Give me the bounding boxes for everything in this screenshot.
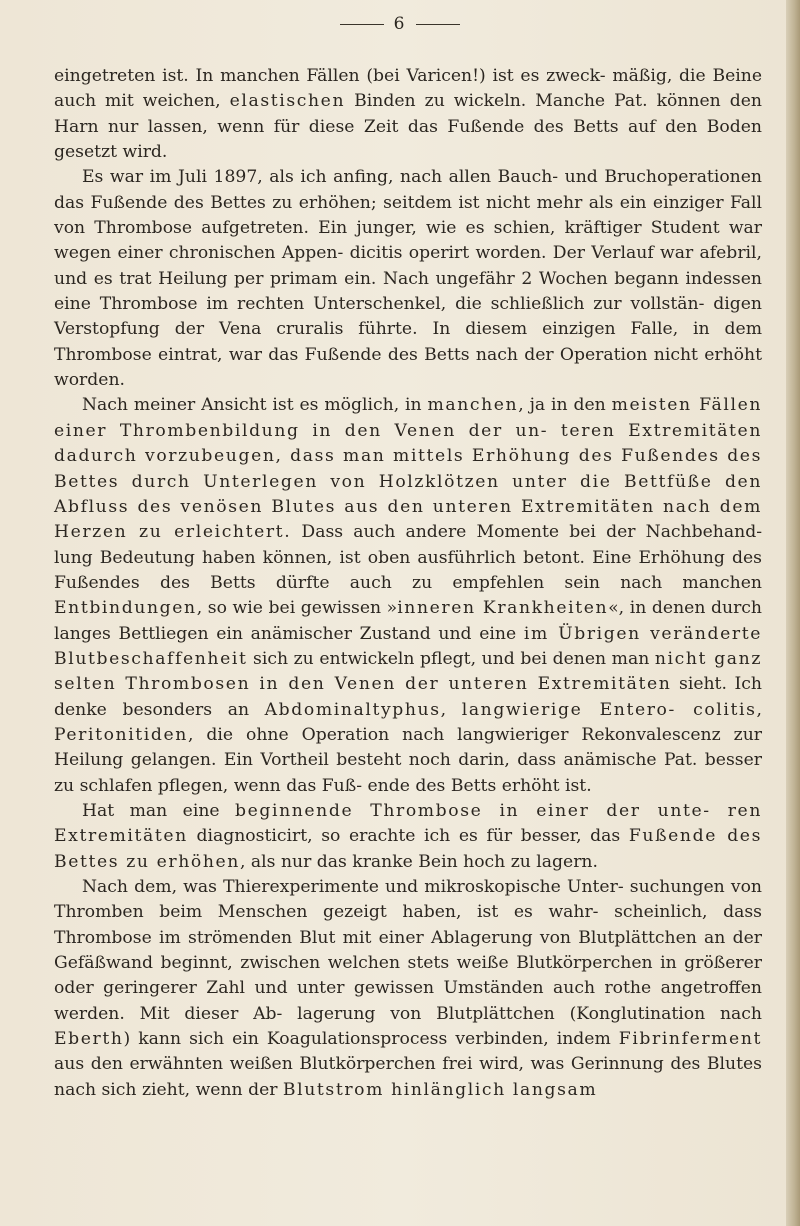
text-run: diagnosticirt, so erachte ich es für besser, das — [187, 826, 629, 847]
spaced-text: Eberth — [54, 1029, 124, 1050]
paragraph — [54, 393, 762, 799]
text-run: , — [756, 699, 762, 720]
text-run: Binden zu wickeln. Manche Pat. können den Harn nur lassen, wenn für diese Zeit das Fußende des Betts auf den Boden gesetzt wird. — [54, 91, 762, 163]
paragraph — [54, 799, 762, 875]
text-run: , ja in den — [518, 395, 612, 416]
text-run: «, in denen durch langes Bettliegen ein anämischer Zustand und eine — [54, 598, 762, 644]
text-run: , — [440, 699, 462, 720]
paragraph — [54, 64, 762, 165]
spaced-text: langwierige Entero- colitis — [461, 699, 757, 720]
text-run: Es war im Juli 1897, als ich anfing, nach allen Bauch- und Bruchoperationen das Fußende des Bettes zu erhöhen; seitdem ist nicht mehr als ein einziger Fall von Thrombose aufgetreten. Ein junger, wie es schien, kräftiger Student war wegen einer chronischen Appen- dicitis operirt worden. Der Verlauf war afebril, und es trat Heilung per primam ein. Nach ungefähr 2 Wochen begann indessen eine Thrombose im rechten Unterschenkel, die schließlich zur vollstän- digen Verstopfung der Vena cruralis führte. In diesem einzigen Falle, in dem Thrombose eintrat, war das Fußende des Betts nach der Operation nicht erhöht worden. — [54, 167, 762, 391]
spaced-text: Fußende des Bettes zu erhöhen — [54, 826, 762, 872]
text-run: sieht. Ich denke besonders an — [54, 674, 763, 720]
text-run: , als nur das kranke Bein hoch zu lagern. — [239, 851, 598, 872]
spaced-text: im Übrigen veränderte Blutbeschaffenheit — [54, 623, 763, 669]
spaced-text: Blutstrom hinlänglich langsam — [282, 1079, 598, 1100]
spaced-text: Entbindungen — [54, 598, 197, 619]
text-run: Dass auch andere Momente bei der Nachbehand- lung Bedeutung haben können, ist oben ausführlich betont. Eine Erhöhung des Fußendes des Betts dürfte auch zu empfehlen sein nach manchen — [54, 522, 763, 593]
text-run: aus den erwähnten weißen Blutkörperchen frei wird, was Gerinnung des Blutes nach sich zieht, wenn der — [54, 1054, 762, 1100]
paragraph — [54, 165, 762, 393]
page-number: 6 — [393, 14, 407, 34]
header-rule-left — [340, 24, 384, 25]
text-run: , die ohne Operation nach langwieriger Rekonvalescenz zur Heilung gelangen. Ein Vortheil besteht noch darin, dass anämische Pat. besser zu schlafen pflegen, wenn das Fuß- ende des Betts erhöht ist. — [54, 724, 762, 796]
spaced-text: inneren Krankheiten — [397, 598, 609, 619]
spaced-text: beginnende Thrombose in einer der unte- ren Extremitäten — [54, 800, 762, 847]
spaced-text: meisten Fällen einer Thrombenbildung in den Venen der un- teren Extremitäten dadurch vorzubeugen, dass man mittels Erhöhung des Fußendes des Bettes durch Unterlegen von Holzklötzen unter die Bettfüße den Abfluss des venösen Blutes aus den unteren Extremitäten nach dem Herzen zu erleichtert. — [54, 395, 763, 543]
page-header — [0, 14, 800, 34]
header-rule-right — [416, 24, 460, 25]
text-run: eingetreten ist. In manchen Fällen (bei Varicen!) ist es zweck- mäßig, die Beine auch mit weichen, — [54, 66, 762, 112]
spaced-text: Fibrinferment — [618, 1029, 762, 1050]
body-text — [54, 64, 762, 1103]
spaced-text: manchen — [427, 395, 519, 416]
spaced-text: nicht ganz selten Thrombosen in den Venen der unteren Extremitäten — [54, 648, 762, 695]
text-run: Nach dem, was Thierexperimente und mikroskopische Unter- suchungen von Thromben beim Menschen gezeigt haben, ist es wahr- scheinlich, dass Thrombose im strömenden Blut mit einer Ablagerung von Blutplättchen an der Gefäßwand beginnt, zwischen welchen stets weiße Blutkörperchen in größerer oder geringerer Zahl und unter gewissen Umständen auch rothe angetroffen werden. Mit dieser Ab- lagerung von Blutplättchen (Konglutination nach — [54, 877, 762, 1024]
text-run: , so wie bei gewissen » — [196, 598, 398, 619]
spaced-text: Peritonitiden — [54, 724, 188, 745]
spaced-text: elastischen — [229, 91, 346, 112]
text-run: sich zu entwickeln pflegt, und bei denen man — [247, 648, 655, 669]
text-run: Nach meiner Ansicht ist es möglich, in — [82, 395, 428, 416]
spaced-text: Abdominaltyphus — [264, 699, 441, 720]
text-run: Hat man eine — [82, 800, 235, 821]
page-edge — [786, 0, 800, 1226]
text-run: ) kann sich ein Koagulationsprocess verbinden, indem — [123, 1029, 619, 1050]
paragraph — [54, 875, 762, 1103]
